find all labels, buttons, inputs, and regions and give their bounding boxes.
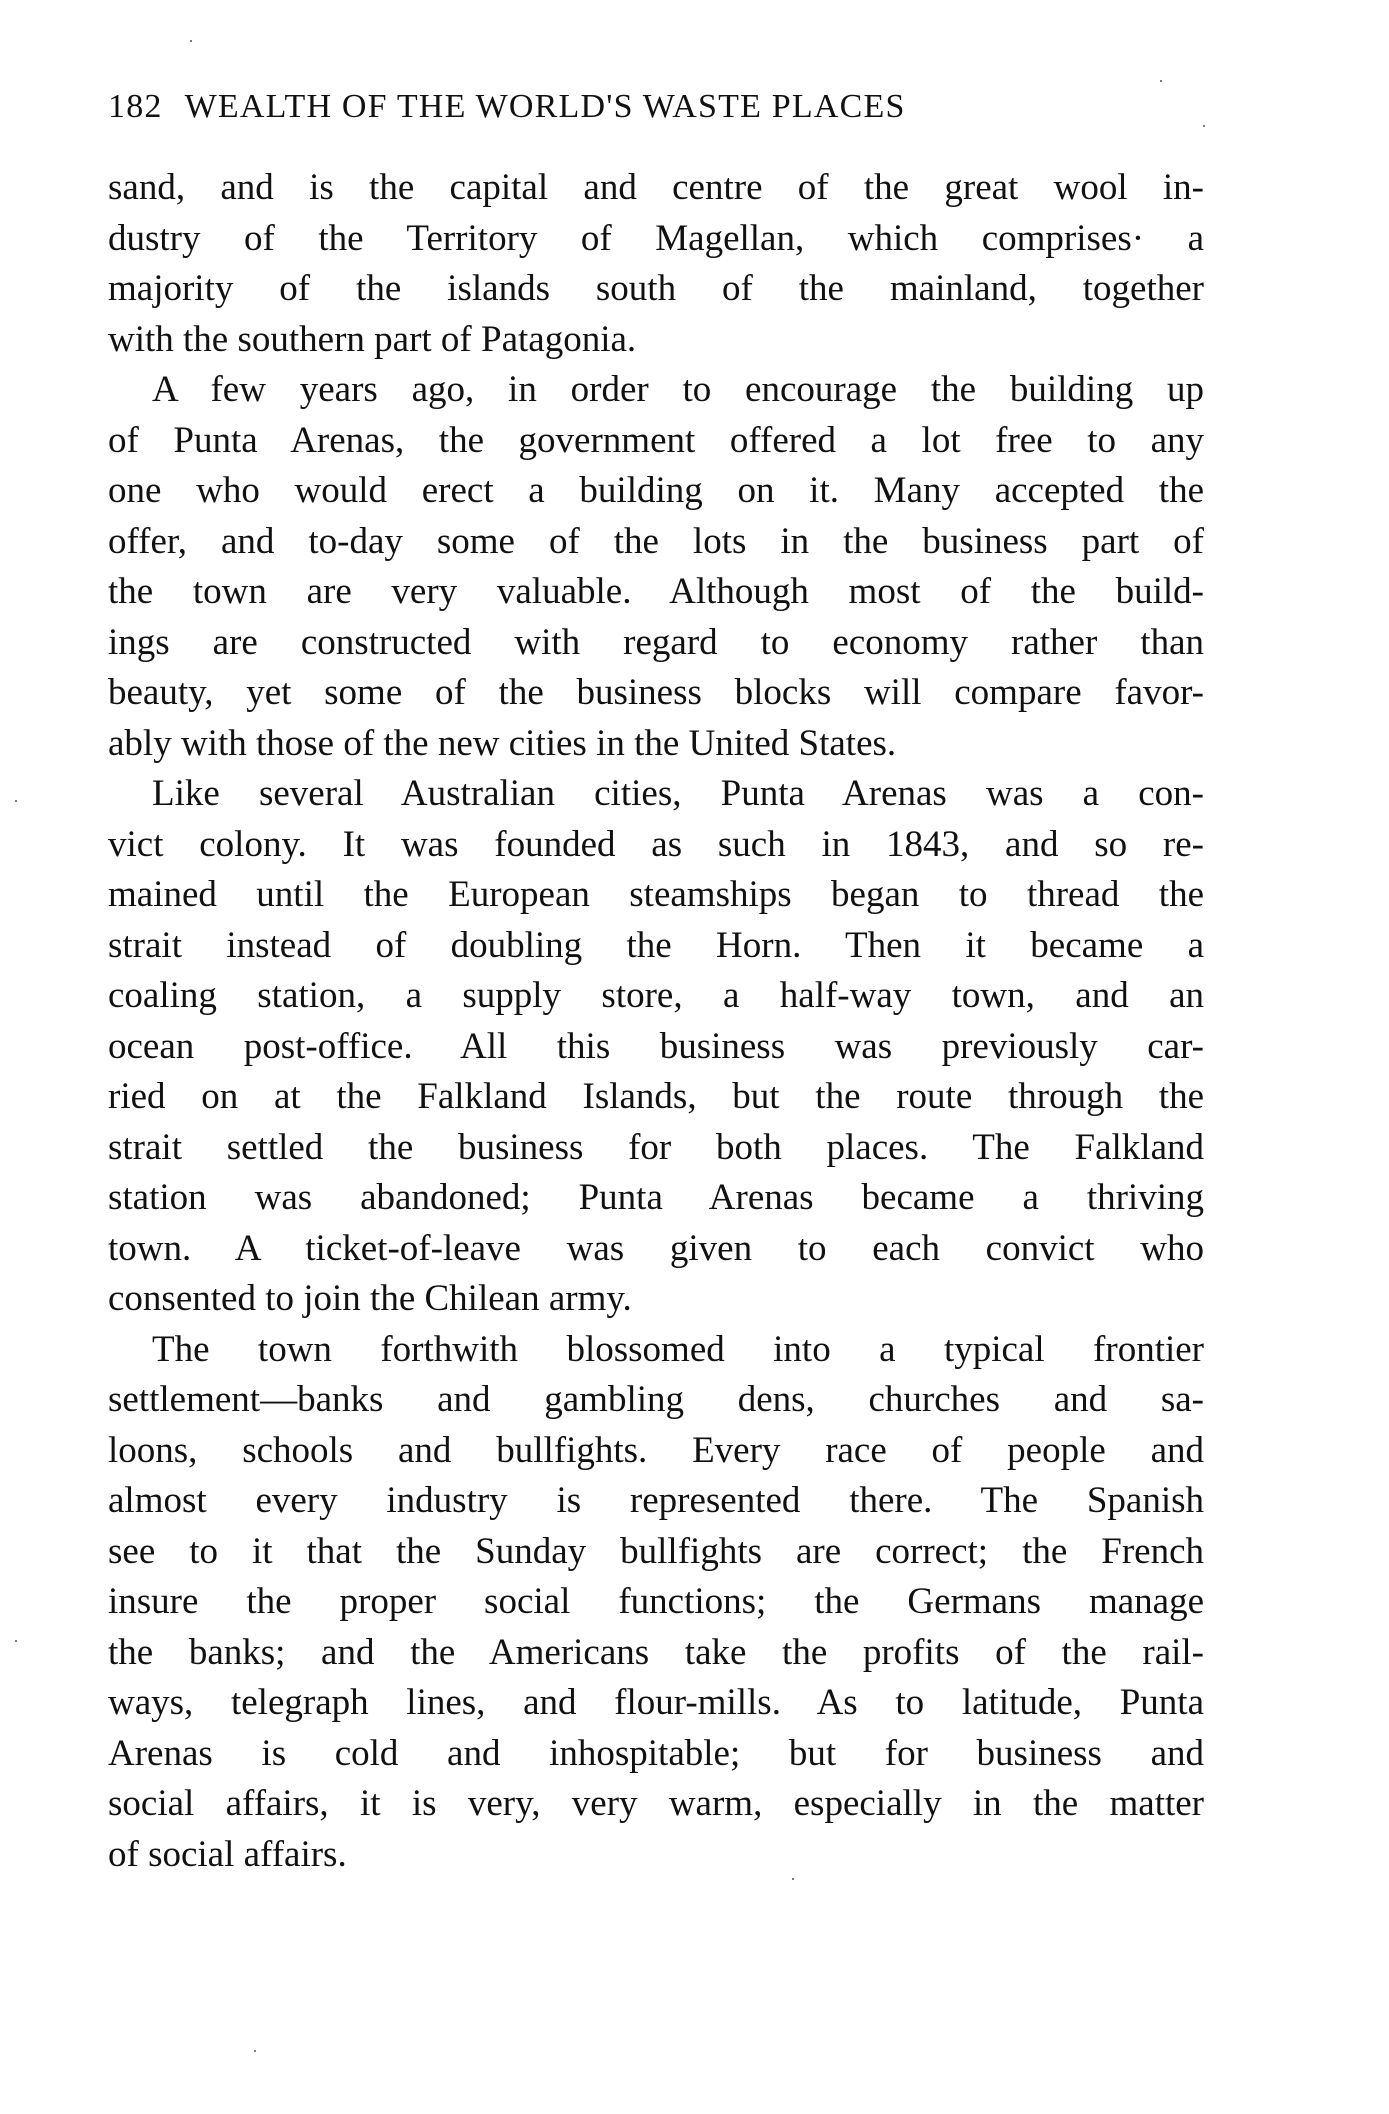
text-line: with the southern part of Patagonia.	[108, 318, 637, 360]
text-line: ocean post-office. All this business was previously car-	[108, 1025, 1204, 1067]
scan-speck	[1160, 80, 1162, 82]
paragraph-2	[108, 365, 1204, 769]
text-line: Like several Australian cities, Punta Arenas was a con-	[152, 773, 1204, 814]
text-line: the banks; and the Americans take the profits of the rail-	[108, 1631, 1204, 1673]
text-line: of Punta Arenas, the government offered a lot free to any	[108, 419, 1204, 461]
text-line: consented to join the Chilean army.	[108, 1278, 632, 1319]
text-line: majority of the islands south of the mainland, together	[108, 268, 1204, 309]
text-line: ings are constructed with regard to economy rather than	[108, 621, 1204, 663]
text-line: dustry of the Territory of Magellan, which comprises· a	[108, 217, 1204, 259]
paragraph-1	[108, 163, 1204, 365]
body-text	[108, 163, 1204, 1880]
text-line: A few years ago, in order to encourage the building up	[152, 369, 1204, 410]
running-title: WEALTH OF THE WORLD'S WASTE PLACES	[184, 88, 906, 125]
text-line: the town are very valuable. Although most of the build-	[108, 571, 1204, 612]
text-line: vict colony. It was founded as such in 1843, and so re-	[108, 823, 1204, 865]
scan-speck	[15, 800, 17, 802]
text-line: settlement—banks and gambling dens, churches and sa-	[108, 1379, 1204, 1420]
text-line: ways, telegraph lines, and flour-mills. As to latitude, Punta	[108, 1682, 1204, 1723]
text-line: town. A ticket-of-leave was given to each convict who	[108, 1227, 1204, 1269]
text-line: mained until the European steamships began to thread the	[108, 874, 1204, 915]
running-head	[108, 86, 1108, 128]
paragraph-3	[108, 769, 1204, 1325]
text-line: of social affairs.	[108, 1833, 347, 1875]
text-line: see to it that the Sunday bullfights are correct; the French	[108, 1530, 1204, 1572]
scan-speck	[254, 2050, 256, 2052]
text-line: social affairs, it is very, very warm, especially in the matter	[108, 1783, 1204, 1824]
text-line: station was abandoned; Punta Arenas became a thriving	[108, 1177, 1204, 1218]
page-number: 182	[108, 88, 163, 125]
paragraph-4	[108, 1325, 1204, 1881]
text-line: ried on at the Falkland Islands, but the route through the	[108, 1076, 1204, 1117]
scan-speck	[15, 1640, 17, 1642]
text-line: one who would erect a building on it. Many accepted the	[108, 470, 1204, 511]
scan-speck	[792, 1878, 794, 1880]
text-line: insure the proper social functions; the Germans manage	[108, 1581, 1204, 1622]
text-line: ably with those of the new cities in the United States.	[108, 722, 897, 764]
text-line: offer, and to-day some of the lots in the business part of	[108, 520, 1204, 562]
text-line: almost every industry is represented there. The Spanish	[108, 1480, 1204, 1521]
text-line: loons, schools and bullfights. Every race of people and	[108, 1429, 1204, 1471]
scan-speck	[1203, 125, 1205, 127]
text-line: beauty, yet some of the business blocks will compare favor-	[108, 672, 1204, 713]
text-line: The town forthwith blossomed into a typical frontier	[152, 1328, 1204, 1370]
scan-speck	[190, 40, 192, 42]
text-line: sand, and is the capital and centre of the great wool in-	[108, 167, 1204, 208]
text-line: strait settled the business for both places. The Falkland	[108, 1126, 1204, 1168]
text-line: coaling station, a supply store, a half-way town, and an	[108, 975, 1204, 1016]
text-line: strait instead of doubling the Horn. Then it became a	[108, 924, 1204, 966]
text-line: Arenas is cold and inhospitable; but for business and	[108, 1732, 1204, 1774]
